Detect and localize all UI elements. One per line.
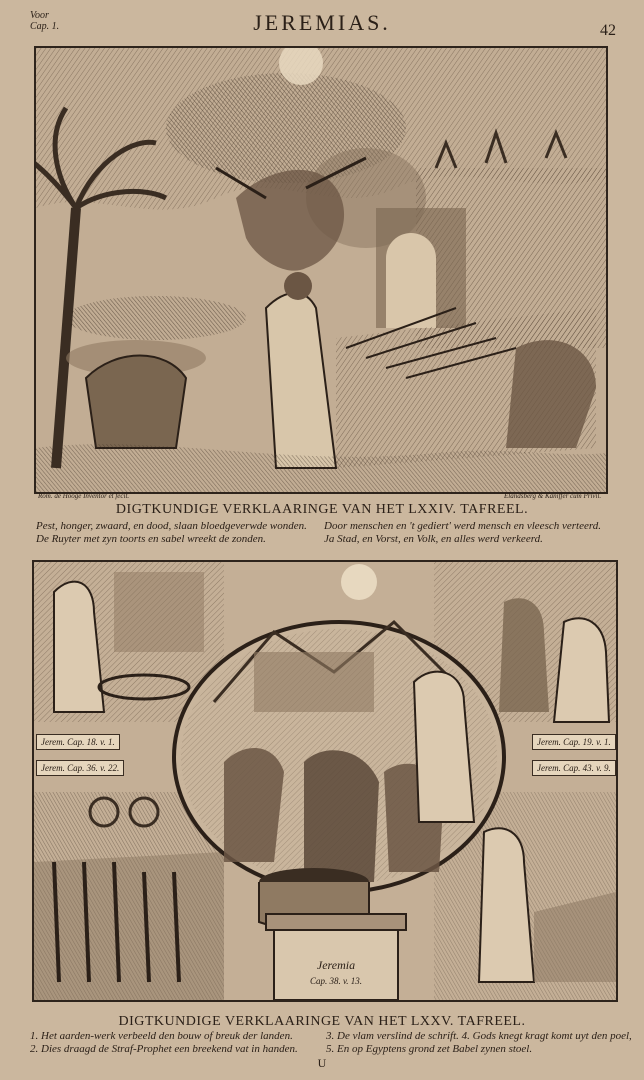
plinth-reference: Cap. 38. v. 13. (309, 976, 363, 986)
publisher-credit: Elandsberg & Kaniffer cum Privil. (504, 492, 602, 500)
plate-75-verse-left-1: 1. Het aarden-werk verbeeld den bouw of breuk der landen. (30, 1030, 293, 1042)
chapter-reference-line2: Cap. 1. (30, 21, 60, 32)
plate-74-caption-title: DIGTKUNDIGE VERKLAARINGE VAN HET LXXIV. TAFREEL. (115, 502, 529, 517)
reference-tablet-jerem-43: Jerem. Cap. 43. v. 9. (532, 760, 616, 776)
plate-74-verse-left-2: De Ruyter met zyn toorts en sabel wreekt de zonden. (36, 533, 266, 545)
engraving-plate-75 (32, 560, 618, 1002)
plate-74-verse-left-1: Pest, honger, zwaard, en dood, slaan bloedgeverwde wonden. (36, 520, 307, 532)
reference-tablet-jerem-36: Jerem. Cap. 36. v. 22. (36, 760, 124, 776)
plate-75-verse-right-1: 3. De vlam verslind de schrift. 4. Gods knegt kragt komt uyt den poel, (326, 1030, 632, 1042)
engraving-plate-74-illustration (36, 48, 606, 492)
engraving-plate-75-illustration (34, 562, 616, 1000)
plate-75-verse-right-2: 5. En op Egyptens grond zet Babel zynen stoel. (326, 1043, 533, 1055)
chapter-reference-line1: Voor (30, 10, 49, 21)
reference-tablet-jerem-19: Jerem. Cap. 19. v. 1. (532, 734, 616, 750)
plinth-inscription: Jeremia (316, 958, 356, 972)
page-number: 42 (600, 22, 616, 39)
page-title: JEREMIAS. (253, 10, 391, 35)
engraving-plate-74 (34, 46, 608, 494)
reference-tablet-jerem-18: Jerem. Cap. 18. v. 1. (36, 734, 120, 750)
signature-mark: U (317, 1056, 327, 1070)
engraver-credit: Rom. de Hooge Inventor et fecit. (38, 492, 130, 500)
plate-74-verse-right-2: Ja Stad, en Vorst, en Volk, en alles werd verkeerd. (324, 533, 543, 545)
plate-75-verse-left-2: 2. Dies draagd de Straf-Prophet een breekend vat in handen. (30, 1043, 298, 1055)
plate-74-verse-right-1: Door menschen en 't gediert' werd mensch en vleesch verteerd. (324, 520, 601, 532)
plate-75-caption-title: DIGTKUNDIGE VERKLAARINGE VAN HET LXXV. TAFREEL. (118, 1014, 526, 1029)
